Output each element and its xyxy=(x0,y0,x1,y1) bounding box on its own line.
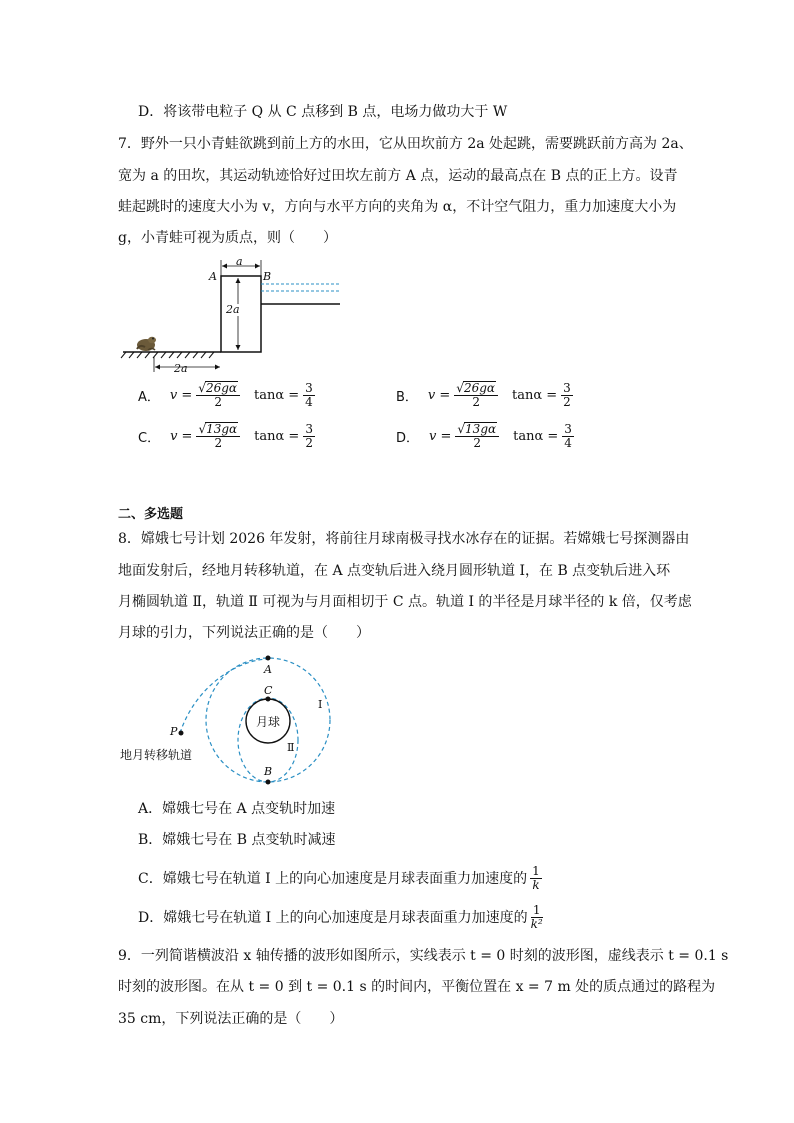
q7-fig-label-base: 2a xyxy=(174,362,188,375)
q8-orbit-figure xyxy=(118,650,378,790)
q8-option-c[interactable]: C．嫦娥七号在轨道 Ⅰ 上的向心加速度是月球表面重力加速度的 $\frac{1}{k}$ xyxy=(138,864,540,892)
q7-option-c[interactable]: C． v = $\frac{√13g\alpha}{2}$ tanα = $\frac{3}{2}$ xyxy=(138,421,313,450)
q7-fig-label-height: 2a xyxy=(226,303,240,316)
q8-label-transfer-orbit: 地月转移轨道 xyxy=(120,748,193,762)
q8-option-b[interactable]: B．嫦娥七号在 B 点变轨时减速 xyxy=(138,832,336,848)
q7-line-3: 蛙起跳时的速度大小为 v，方向与水平方向的夹角为 α，不计空气阻力，重力加速度大小为 xyxy=(118,199,677,215)
q9-line-2: 时刻的波形图。在从 t = 0 到 t = 0.1 s 的时间内，平衡位置在 x = 7 m 处的质点通过的路程为 xyxy=(118,979,716,995)
q8-label-C: C xyxy=(264,684,273,697)
q7-option-a[interactable]: A． v = $\frac{√26g\alpha}{2}$ tanα = $\frac{3}{4}$ xyxy=(138,380,313,409)
q8-label-P: P xyxy=(170,725,178,738)
section-heading: 二、多选题 xyxy=(118,507,184,522)
q8-option-a[interactable]: A．嫦娥七号在 A 点变轨时加速 xyxy=(138,801,336,817)
q8-label-B: B xyxy=(264,765,273,778)
q7-option-b[interactable]: B． v = $\frac{√26g\alpha}{2}$ tanα = $\frac{3}{2}$ xyxy=(396,380,571,409)
q9-line-1: 9．一列简谐横波沿 x 轴传播的波形如图所示，实线表示 t = 0 时刻的波形图，虚线表示 t = 0.1 s xyxy=(118,948,729,964)
q7-option-d[interactable]: D． v = $\frac{√13g\alpha}{2}$ tanα = $\frac{3}{4}$ xyxy=(396,421,572,450)
q9-line-3: 35 cm，下列说法正确的是（ ） xyxy=(118,1011,344,1027)
q7-fig-label-B: B xyxy=(263,270,272,283)
q8-line-3: 月椭圆轨道 Ⅱ，轨道 Ⅱ 可视为与月面相切于 C 点。轨道 Ⅰ 的半径是月球半径的 k 倍，仅考虑 xyxy=(118,594,692,610)
q8-line-2: 地面发射后，经地月转移轨道，在 A 点变轨后进入绕月圆形轨道 Ⅰ，在 B 点变轨后进入环 xyxy=(118,563,671,579)
q8-label-moon: 月球 xyxy=(256,715,281,729)
q7-fig-label-A: A xyxy=(209,270,217,283)
q8-label-orbit2: Ⅱ xyxy=(287,741,295,754)
q8-label-orbit1: Ⅰ xyxy=(318,698,323,711)
q7-line-2: 宽为 a 的田坎，其运动轨迹恰好过田坎左前方 A 点，运动的最高点在 B 点的正上方。设青 xyxy=(118,168,678,184)
q8-option-d[interactable]: D．嫦娥七号在轨道 Ⅰ 上的向心加速度是月球表面重力加速度的 $\frac{1}{\text{k²}}$ xyxy=(138,903,543,931)
q6-option-d: D．将该带电粒子 Q 从 C 点移到 B 点，电场力做功大于 W xyxy=(138,104,508,120)
q7-line-4: g，小青蛙可视为质点，则（ ） xyxy=(118,230,337,246)
q8-label-A: A xyxy=(264,663,272,676)
frog-icon xyxy=(137,337,156,351)
q7-fig-label-a: a xyxy=(236,255,243,268)
q7-line-1: 7．野外一只小青蛙欲跳到前上方的水田，它从田坎前方 2a 处起跳，需要跳跃前方高为 2a、 xyxy=(118,136,693,152)
q8-line-4: 月球的引力，下列说法正确的是（ ） xyxy=(118,625,370,641)
q8-line-1: 8．嫦娥七号计划 2026 年发射，将前往月球南极寻找水冰存在的证据。若嫦娥七号探测器由 xyxy=(118,531,690,547)
